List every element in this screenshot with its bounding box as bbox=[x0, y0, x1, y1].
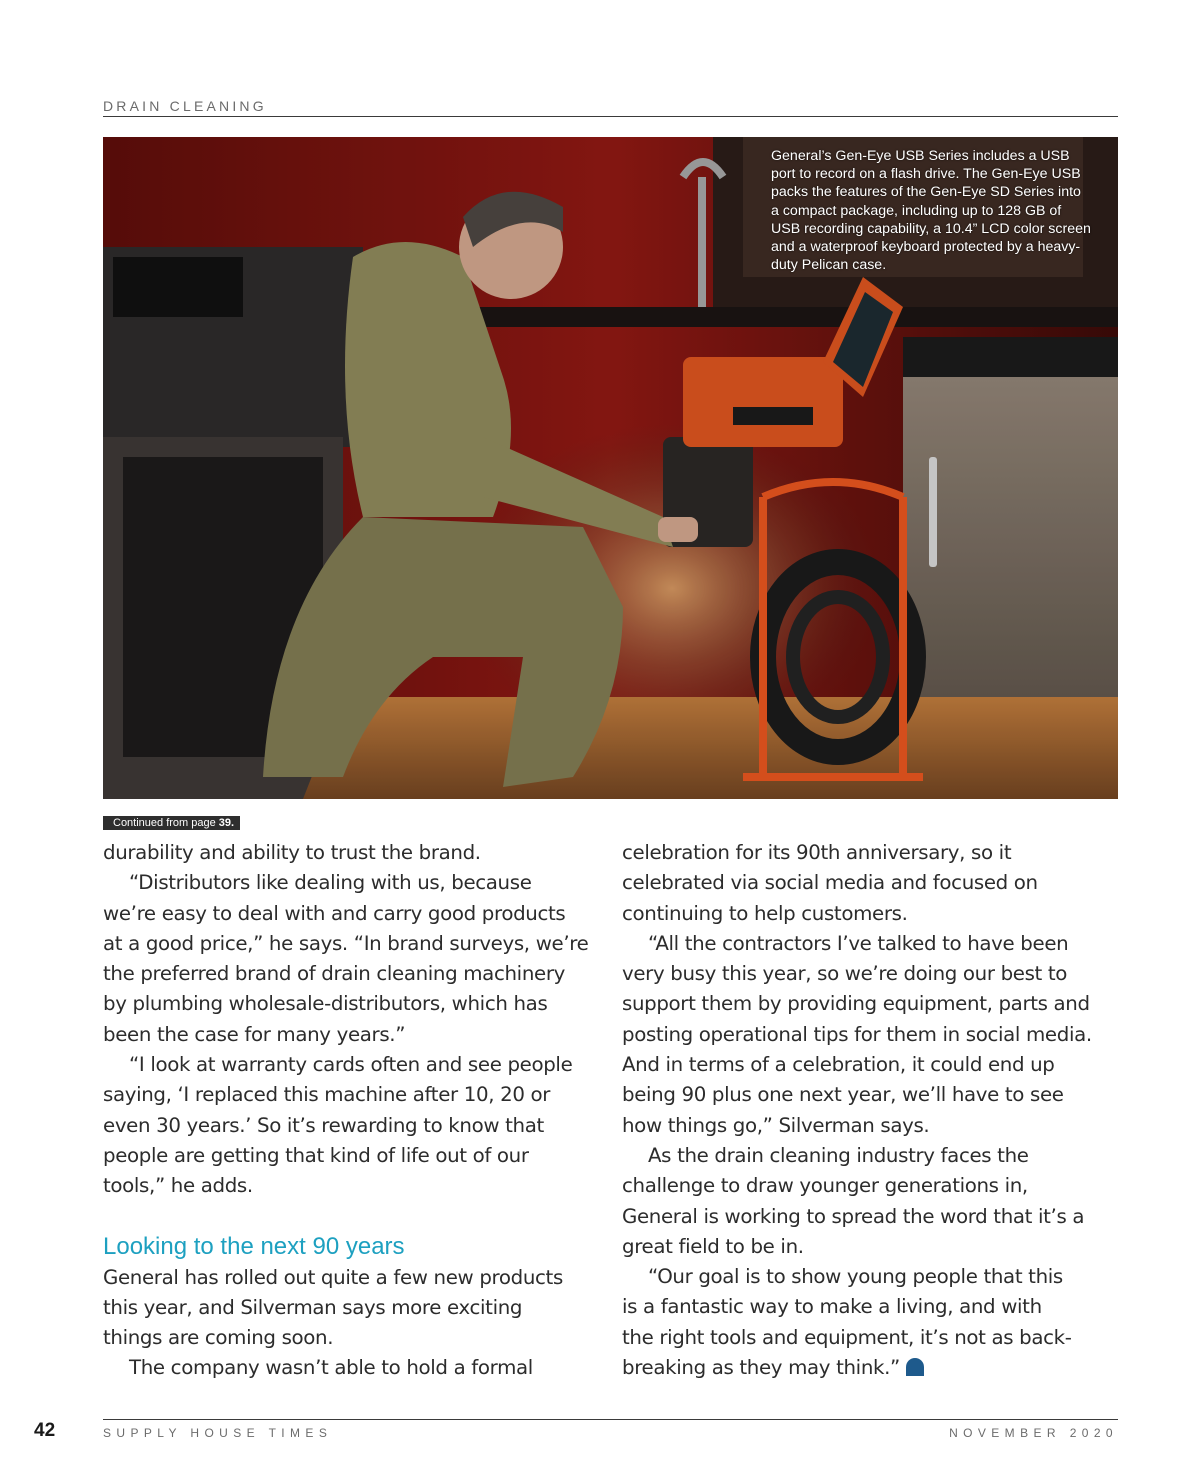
body-line: support them by providing equipment, parts and bbox=[622, 992, 1090, 1016]
body-line: at a good price,” he says. “In brand surveys, we’re bbox=[103, 931, 589, 955]
body-line: celebration for its 90th anniversary, so it bbox=[622, 841, 1012, 864]
body-line: even 30 years.’ So it’s rewarding to know that bbox=[103, 1113, 544, 1137]
body-line: “I look at warranty cards often and see people bbox=[129, 1053, 573, 1077]
body-line: this year, and Silverman says more exciting bbox=[103, 1295, 523, 1319]
body-line: people are getting that kind of life out of our bbox=[103, 1143, 529, 1167]
body-line: been the case for many years.” bbox=[103, 1022, 406, 1046]
body-line: durability and ability to trust the brand. bbox=[103, 841, 481, 864]
body-line: the right tools and equipment, it’s not as back- bbox=[622, 1325, 1072, 1349]
body-line: continuing to help customers. bbox=[622, 901, 908, 925]
body-line: And in terms of a celebration, it could end up bbox=[622, 1053, 1055, 1077]
body-line: challenge to draw younger generations in, bbox=[622, 1174, 1028, 1198]
body-line: things are coming soon. bbox=[103, 1326, 334, 1350]
body-line: being 90 plus one next year, we’ll have to see bbox=[622, 1083, 1064, 1107]
body-column-left bbox=[103, 838, 603, 1384]
body-line: is a fantastic way to make a living, and with bbox=[622, 1295, 1042, 1319]
body-line: General is working to spread the word that it’s a bbox=[622, 1204, 1085, 1228]
body-line: by plumbing wholesale-distributors, which has bbox=[103, 992, 548, 1016]
top-divider bbox=[103, 116, 1118, 117]
end-of-article-icon bbox=[906, 1358, 924, 1376]
body-line: “Distributors like dealing with us, because bbox=[129, 871, 532, 895]
publication-name: SUPPLY HOUSE TIMES bbox=[103, 1426, 333, 1440]
feature-photo bbox=[103, 137, 1118, 799]
body-column-right bbox=[622, 838, 1122, 1383]
body-line: posting operational tips for them in social media. bbox=[622, 1022, 1092, 1046]
continued-page: 39. bbox=[218, 817, 235, 829]
body-line-text: breaking as they may think.” bbox=[622, 1356, 900, 1380]
body-line: The company wasn’t able to hold a formal bbox=[129, 1356, 533, 1380]
body-line: how things go,” Silverman says. bbox=[622, 1113, 930, 1137]
body-line: we’re easy to deal with and carry good products bbox=[103, 901, 566, 925]
section-label: DRAIN CLEANING bbox=[103, 98, 267, 114]
body-line: saying, ‘I replaced this machine after 10, 20 or bbox=[103, 1083, 551, 1107]
body-line: As the drain cleaning industry faces the bbox=[648, 1143, 1029, 1167]
continued-prefix: Continued from page bbox=[113, 817, 219, 829]
body-line: the preferred brand of drain cleaning machinery bbox=[103, 962, 565, 986]
body-line: great field to be in. bbox=[622, 1234, 804, 1258]
body-line: “All the contractors I’ve talked to have been bbox=[648, 931, 1069, 955]
photo-caption: General’s Gen-Eye USB Series includes a USB port to record on a flash drive. The Gen-Eye USB packs the features of the Gen-Eye SD Series into a compact package, including up to 128 GB of USB recording capability, a 10.4” LCD color screen and a waterproof keyboard protected by a heavy-duty Pelican case. bbox=[771, 148, 1091, 274]
section-subhead: Looking to the next 90 years bbox=[103, 1232, 405, 1260]
page-number: 42 bbox=[34, 1420, 56, 1441]
body-line: General has rolled out quite a few new products bbox=[103, 1265, 563, 1289]
issue-date: NOVEMBER 2020 bbox=[949, 1426, 1118, 1440]
continued-tag bbox=[103, 816, 240, 830]
bottom-divider bbox=[103, 1419, 1118, 1420]
body-line: “Our goal is to show young people that this bbox=[648, 1265, 1063, 1289]
body-line: celebrated via social media and focused on bbox=[622, 871, 1038, 895]
body-line: very busy this year, so we’re doing our best to bbox=[622, 962, 1068, 986]
body-line: tools,” he adds. bbox=[103, 1174, 253, 1198]
body-line-last bbox=[622, 1353, 1122, 1383]
